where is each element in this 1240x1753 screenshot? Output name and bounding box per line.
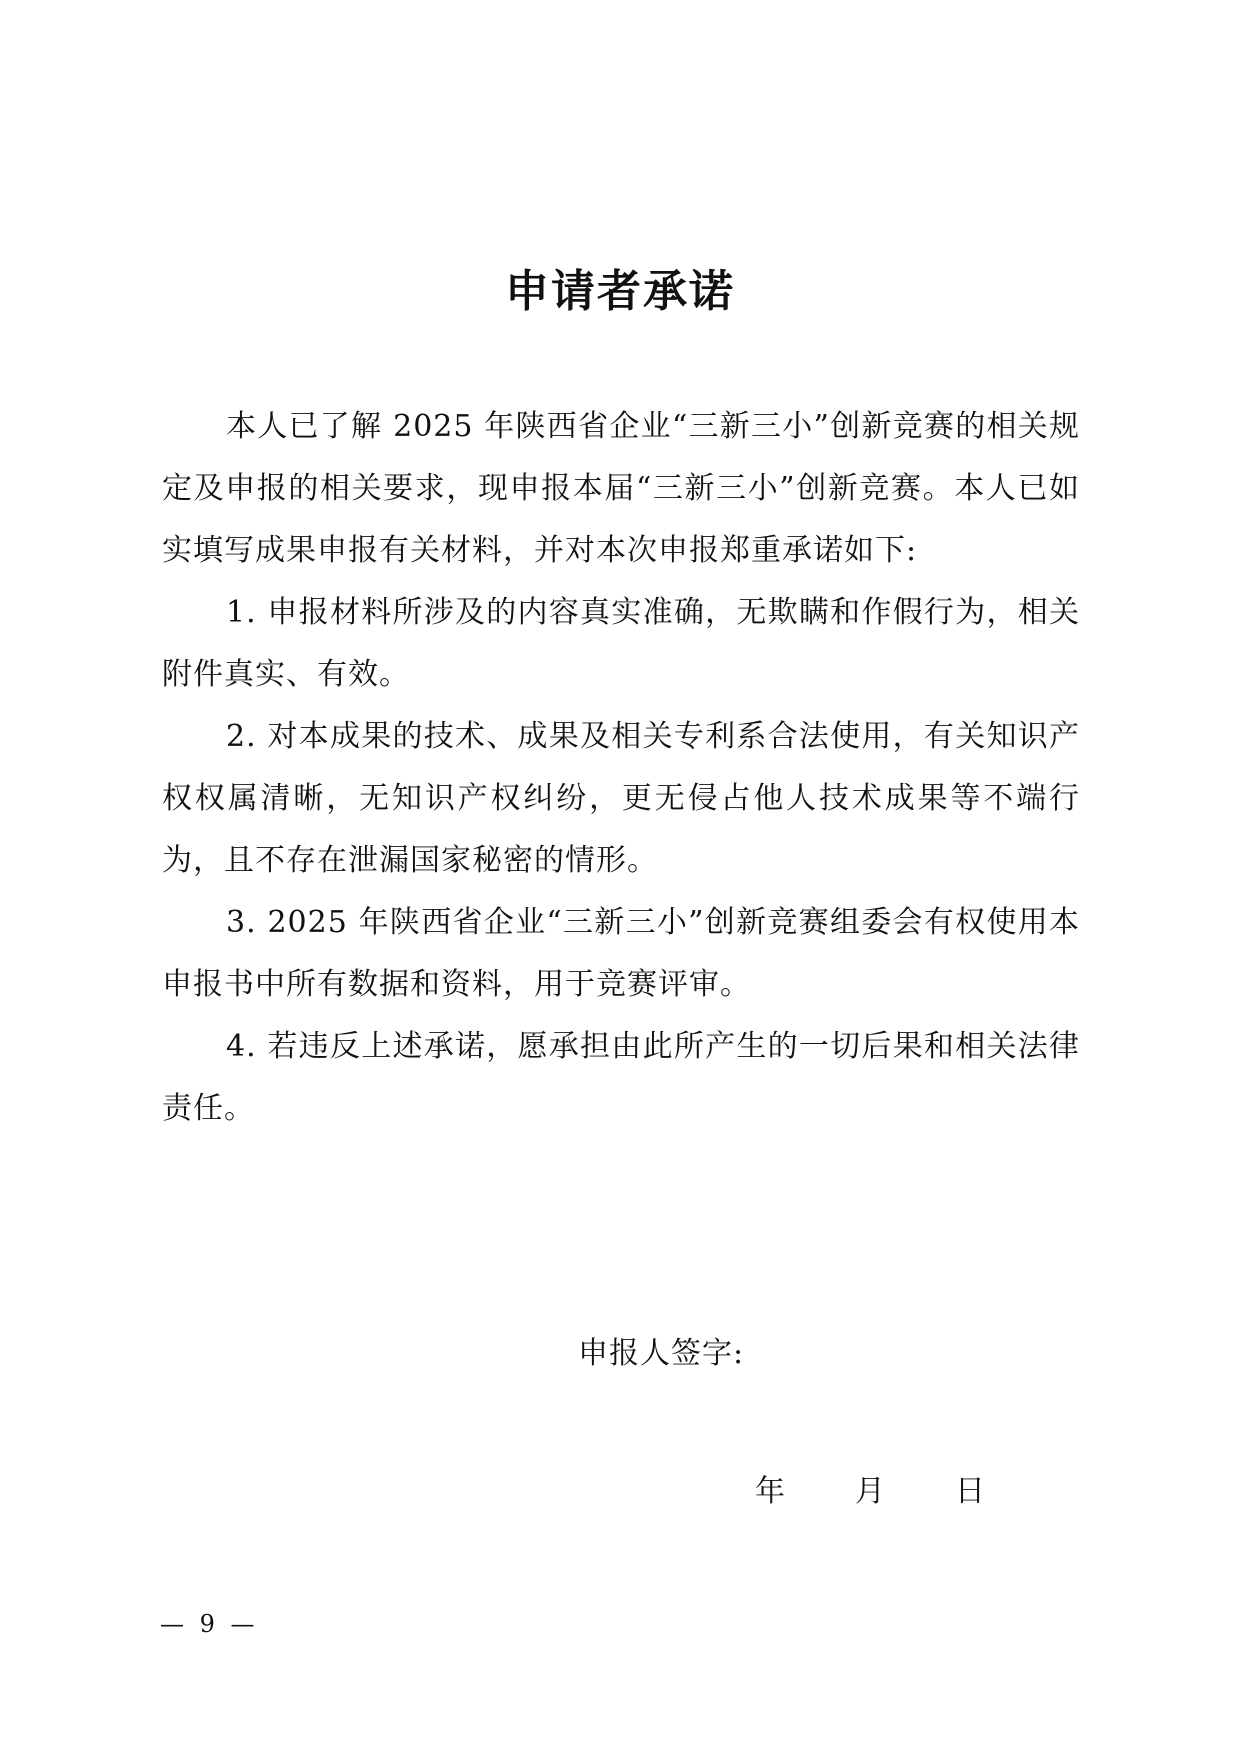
commitment-item-1: 1. 申报材料所涉及的内容真实准确，无欺瞒和作假行为，相关附件真实、有效。 — [162, 595, 1080, 692]
date-day-label: 日 — [955, 1474, 985, 1509]
commitment-item-3: 3. 2025 年陕西省企业“三新三小”创新竞赛组委会有权使用本申报书中所有数据和资料，用于竞赛评审。 — [162, 905, 1080, 1002]
date-line — [755, 1468, 995, 1516]
page-number: — 9 — — [160, 1610, 259, 1638]
page-title: 申请者承诺 — [505, 266, 735, 317]
signature-label: 申报人签字: — [578, 1336, 745, 1371]
commitment-body — [162, 396, 1080, 1140]
commitment-item-4: 4. 若违反上述承诺，愿承担由此所产生的一切后果和相关法律责任。 — [162, 1029, 1080, 1126]
commitment-item-2: 2. 对本成果的技术、成果及相关专利系合法使用，有关知识产权权属清晰，无知识产权纠纷，更无侵占他人技术成果等不端行为，且不存在泄漏国家秘密的情形。 — [162, 719, 1080, 878]
intro-paragraph: 本人已了解 2025 年陕西省企业“三新三小”创新竞赛的相关规定及申报的相关要求，现申报本届“三新三小”创新竞赛。本人已如实填写成果申报有关材料，并对本次申报郑重承诺如下: — [162, 409, 1080, 568]
date-year-label: 年 — [755, 1474, 785, 1509]
date-month-label: 月 — [855, 1474, 885, 1509]
